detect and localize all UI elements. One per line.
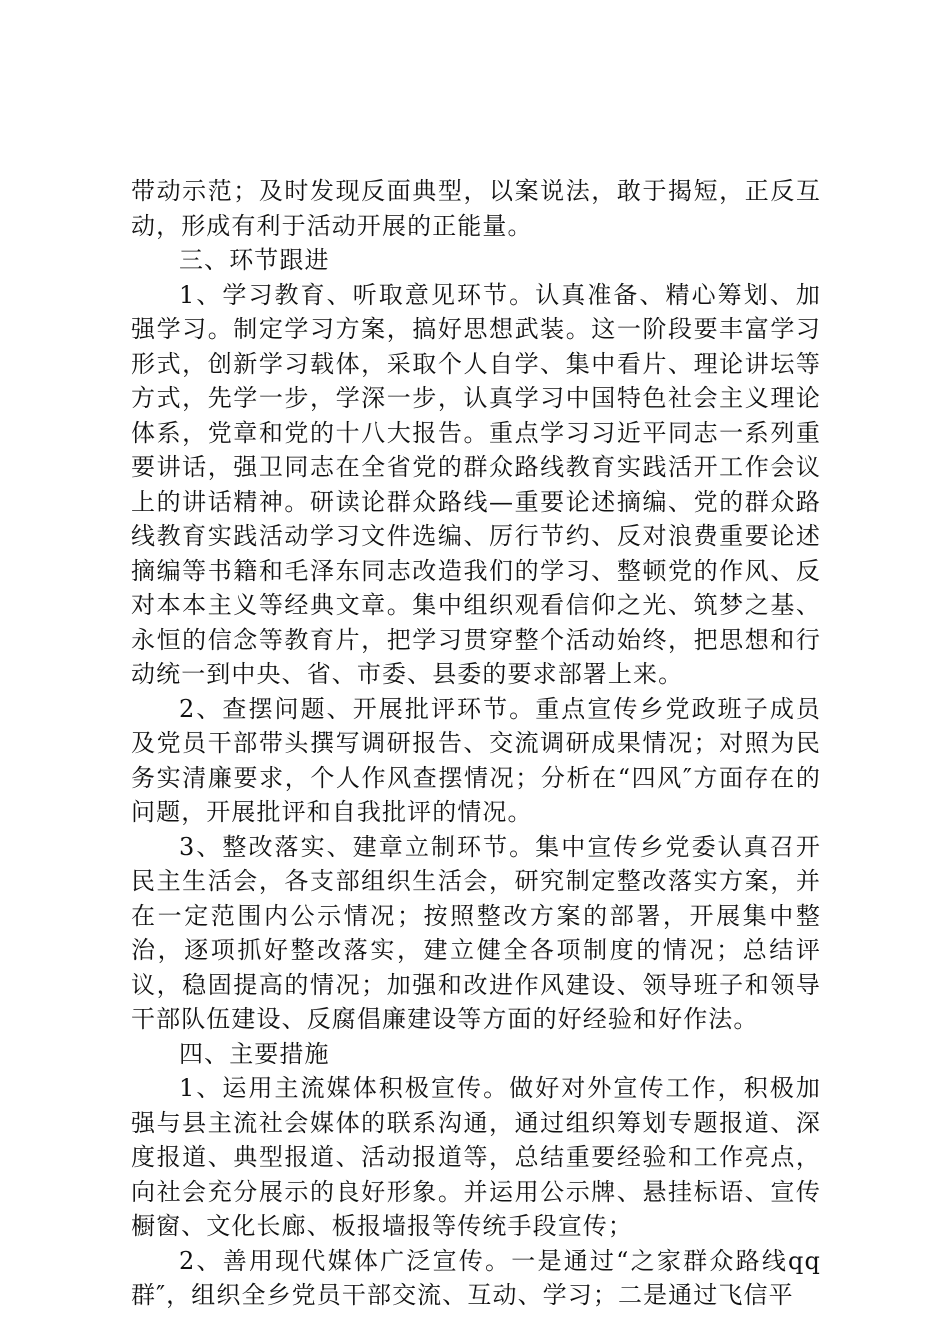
paragraph-mainstream-media: 1、运用主流媒体积极宣传。做好对外宣传工作，积极加强与县主流社会媒体的联系沟通，通过组织筹划专题报道、深度报道、典型报道、活动报道等，总结重要经验和工作亮点，向社会充分展示的良好形象。并运用公示牌、悬挂标语、宣传橱窗、文化长廊、板报墙报等传统手段宣传；: [131, 1074, 821, 1240]
paragraph-modern-media: 2、善用现代媒体广泛宣传。一是通过“之家群众路线qq群″，组织全乡党员干部交流、互动、学习；二是通过飞信平: [131, 1246, 821, 1309]
paragraph-continued: 带动示范；及时发现反面典型，以案说法，敢于揭短，正反互动，形成有利于活动开展的正能量。: [131, 177, 821, 240]
section-heading-4: 四、主要措施: [179, 1039, 330, 1068]
section-heading-3: 三、环节跟进: [179, 246, 330, 274]
paragraph-rectification: 3、整改落实、建章立制环节。集中宣传乡党委认真召开民主生活会，各支部组织生活会，研究制定整改落实方案，并在一定范围内公示情况；按照整改方案的部署，开展集中整治，逐项抓好整改落实，建立健全各项制度的情况；总结评议，稳固提高的情况；加强和改进作风建设、领导班子和领导干部队伍建设、反腐倡廉建设等方面的好经验和好作法。: [131, 832, 821, 1033]
document-body: [131, 174, 821, 1313]
paragraph-study-education: 1、学习教育、听取意见环节。认真准备、精心筹划、加强学习。制定学习方案，搞好思想武装。这一阶段要丰富学习形式，创新学习载体，采取个人自学、集中看片、理论讲坛等方式，先学一步，学深一步，认真学习中国特色社会主义理论体系，党章和党的十八大报告。重点学习习近平同志一系列重要讲话，强卫同志在全省党的群众路线教育实践活开工作会议上的讲话精神。研读论群众路线—重要论述摘编、党的群众路线教育实践活动学习文件选编、厉行节约、反对浪费重要论述摘编等书籍和毛泽东同志改造我们的学习、整顿党的作风、反对本本主义等经典文章。集中组织观看信仰之光、筑梦之基、永恒的信念等教育片，把学习贯穿整个活动始终，把思想和行动统一到中央、省、市委、县委的要求部署上来。: [131, 280, 821, 688]
paragraph-check-problems: 2、查摆问题、开展批评环节。重点宣传乡党政班子成员及党员干部带头撰写调研报告、交流调研成果情况；对照为民务实清廉要求，个人作风查摆情况；分析在“四风″方面存在的问题，开展批评和自我批评的情况。: [131, 694, 821, 826]
